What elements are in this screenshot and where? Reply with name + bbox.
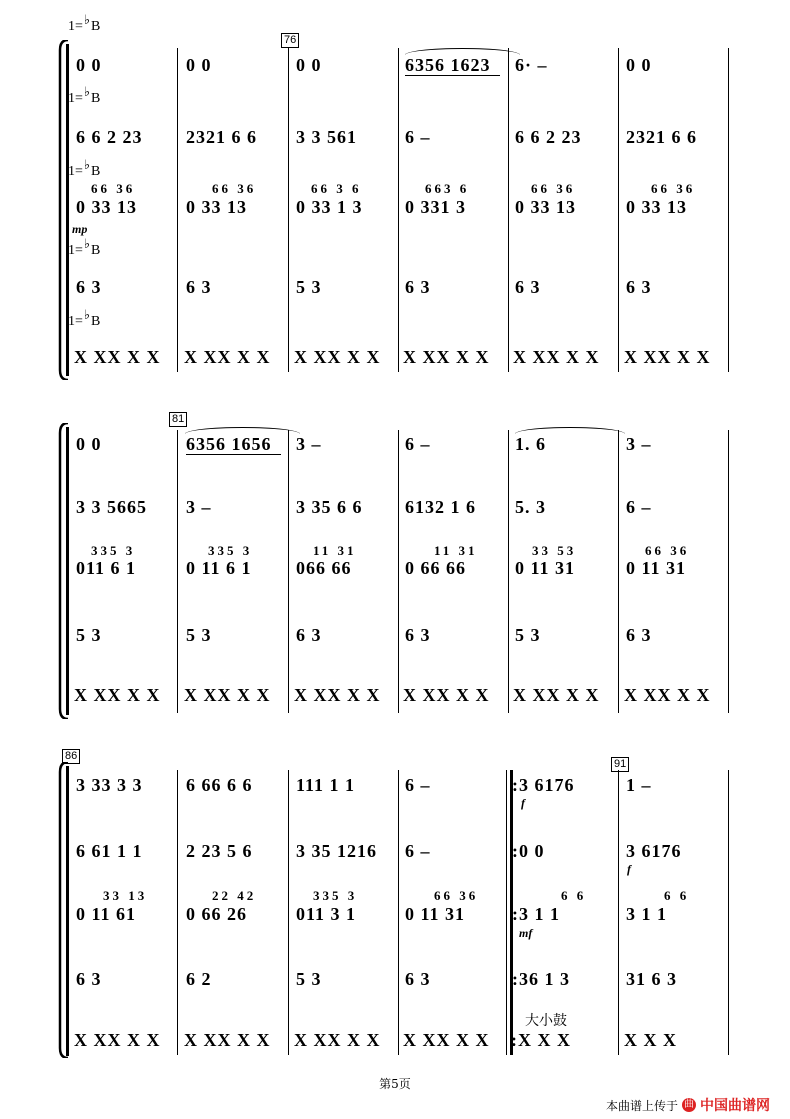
note-cell: 3 6176: [626, 841, 682, 861]
note-cell: 6 3: [405, 277, 431, 297]
note-cell: 6 3: [626, 277, 652, 297]
note-cell: 0 66 66: [405, 558, 466, 578]
percussion-cell: X XX X X: [403, 347, 490, 367]
note-cell: 6 3: [186, 277, 212, 297]
percussion-cell: X XX X X: [403, 685, 490, 705]
note-cell: 5. 3: [515, 497, 546, 517]
note-cell: :0 0: [512, 841, 545, 861]
percussion-cell: X XX X X: [513, 685, 600, 705]
measure-number: 91: [611, 757, 629, 772]
key-signature: 1=♭B: [68, 307, 101, 329]
key-signature: 1=♭B: [68, 84, 101, 106]
note-cell: 6 3: [515, 277, 541, 297]
note-cell: 3 3 561: [296, 127, 357, 147]
measure-number: 86: [62, 749, 80, 764]
note-cell: 6 3: [405, 625, 431, 645]
note-cell: 3 3 5665: [76, 497, 147, 517]
percussion-cell: X XX X X: [294, 685, 381, 705]
upper-notes: 335 3: [208, 543, 253, 558]
note-cell: 3 33 3 3: [76, 775, 143, 795]
site-logo[interactable]: 中国曲谱网: [700, 1098, 770, 1114]
dynamic-marking: f: [521, 796, 525, 810]
upload-note: 本曲谱上传于: [605, 1098, 678, 1113]
note-cell: 6 3: [76, 969, 102, 989]
upper-notes: 66 36: [212, 181, 257, 196]
upper-notes: 11 31: [313, 543, 357, 558]
note-cell: 011 6 1: [76, 558, 137, 578]
note-cell: 5 3: [186, 625, 212, 645]
note-cell: 0 33 13: [515, 197, 576, 217]
note-cell: 1 –: [626, 775, 652, 795]
note-cell: 5 3: [296, 277, 322, 297]
note-cell: 6 6 2 23: [515, 127, 582, 147]
note-cell: :3 6176: [512, 775, 575, 795]
percussion-cell: X XX X X: [403, 1030, 490, 1050]
percussion-cell: X XX X X: [184, 685, 271, 705]
note-cell: 0 11 61: [76, 904, 137, 924]
instrument-label: 大小鼓: [525, 1013, 567, 1029]
upper-notes: 33 53: [532, 543, 577, 558]
note-cell: :3 1 1: [512, 904, 560, 924]
note-cell: 6· –: [515, 55, 548, 75]
upper-notes: 11 31: [434, 543, 478, 558]
note-cell: 0 11 31: [626, 558, 687, 578]
note-cell: 0 0: [626, 55, 652, 75]
site-logo-icon: 曲: [684, 1099, 694, 1110]
upper-notes: 66 36: [531, 181, 576, 196]
page-number: 第5页: [379, 1077, 411, 1091]
upper-notes: 66 36: [645, 543, 690, 558]
note-cell: 0 33 1 3: [296, 197, 363, 217]
key-signature: 1=♭B: [68, 12, 101, 34]
upper-notes: 33 13: [103, 888, 148, 903]
note-cell: 0 331 3: [405, 197, 466, 217]
dynamic-marking: f: [627, 862, 631, 876]
note-cell: 0 11 6 1: [186, 558, 252, 578]
upper-notes: 6 6: [561, 888, 587, 903]
note-cell: 6 6 2 23: [76, 127, 143, 147]
note-cell: 6 –: [626, 497, 652, 517]
note-cell: 3 35 1216: [296, 841, 377, 861]
note-cell: 6 3: [626, 625, 652, 645]
note-cell: 0 0: [76, 434, 102, 454]
percussion-cell: X XX X X: [74, 685, 161, 705]
dynamic-marking: mf: [519, 926, 533, 940]
upper-notes: 663 6: [425, 181, 470, 196]
percussion-cell: X XX X X: [184, 1030, 271, 1050]
note-cell: 0 0: [296, 55, 322, 75]
note-cell: 6 2: [186, 969, 212, 989]
upper-notes: 66 36: [434, 888, 479, 903]
note-cell: 6 3: [76, 277, 102, 297]
upper-notes: 66 36: [91, 181, 136, 196]
note-cell: 0 0: [186, 55, 212, 75]
measure-number: 76: [281, 33, 299, 48]
percussion-cell: X XX X X: [74, 347, 161, 367]
percussion-cell: X XX X X: [74, 1030, 161, 1050]
percussion-cell: X XX X X: [624, 685, 711, 705]
upper-notes: 335 3: [313, 888, 358, 903]
upper-notes: 22 42: [212, 888, 257, 903]
note-cell: 3 –: [296, 434, 322, 454]
upper-notes: 66 36: [651, 181, 696, 196]
note-cell: 31 6 3: [626, 969, 677, 989]
note-cell: 6 –: [405, 127, 431, 147]
note-cell: :36 1 3: [512, 969, 570, 989]
note-cell: 6 66 6 6: [186, 775, 253, 795]
note-cell: 6 3: [296, 625, 322, 645]
note-cell: 6 3: [405, 969, 431, 989]
upper-notes: 335 3: [91, 543, 136, 558]
note-cell: 066 66: [296, 558, 352, 578]
note-cell: 6 –: [405, 775, 431, 795]
note-cell: 0 66 26: [186, 904, 247, 924]
note-cell: 5 3: [76, 625, 102, 645]
dynamic-marking: mp: [72, 222, 88, 236]
note-cell: 5 3: [515, 625, 541, 645]
percussion-cell: X XX X X: [513, 347, 600, 367]
key-signature: 1=♭B: [68, 236, 101, 258]
note-cell: 6 61 1 1: [76, 841, 143, 861]
note-cell: 3 –: [626, 434, 652, 454]
note-cell: 0 33 13: [186, 197, 247, 217]
note-cell: 0 0: [76, 55, 102, 75]
percussion-cell: X XX X X: [294, 347, 381, 367]
percussion-cell: X XX X X: [294, 1030, 381, 1050]
note-cell: 0 11 31: [515, 558, 576, 578]
upper-notes: 6 6: [664, 888, 690, 903]
note-cell: 3 1 1: [626, 904, 667, 924]
note-cell: 011 3 1: [296, 904, 357, 924]
note-cell: 6356 1656: [186, 434, 272, 454]
note-cell: 6 –: [405, 434, 431, 454]
measure-number: 81: [169, 412, 187, 427]
note-cell: 0 33 13: [626, 197, 687, 217]
key-signature: 1=♭B: [68, 157, 101, 179]
note-cell: 6 –: [405, 841, 431, 861]
note-cell: 5 3: [296, 969, 322, 989]
percussion-cell: X X X: [624, 1030, 677, 1050]
note-cell: 2 23 5 6: [186, 841, 253, 861]
note-cell: 3 35 6 6: [296, 497, 363, 517]
note-cell: 6356 1623: [405, 55, 491, 75]
note-cell: 1. 6: [515, 434, 546, 454]
upper-notes: 66 3 6: [311, 181, 362, 196]
percussion-cell: :X X X: [511, 1030, 571, 1050]
note-cell: 2321 6 6: [626, 127, 697, 147]
upload-footer: [606, 1095, 770, 1115]
note-cell: 111 1 1: [296, 775, 356, 795]
note-cell: 0 11 31: [405, 904, 466, 924]
note-cell: 0 33 13: [76, 197, 137, 217]
note-cell: 6132 1 6: [405, 497, 476, 517]
percussion-cell: X XX X X: [184, 347, 271, 367]
percussion-cell: X XX X X: [624, 347, 711, 367]
note-cell: 2321 6 6: [186, 127, 257, 147]
note-cell: 3 –: [186, 497, 212, 517]
